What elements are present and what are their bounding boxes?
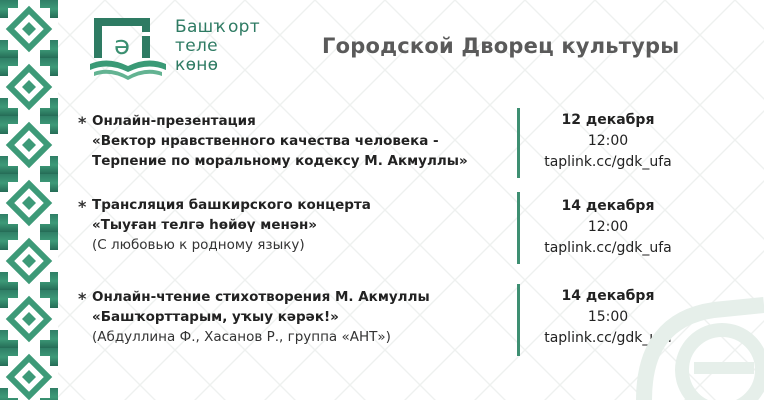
event-link[interactable]: taplink.cc/gdk_ufa	[544, 240, 672, 256]
event-heading: Онлайн-презентация	[92, 113, 256, 129]
brand-line-3: көнө	[175, 55, 219, 75]
event-subtitle-continued: Терпение по моральному кодексу М. Акмуллы»	[92, 153, 468, 169]
logo-icon	[88, 14, 168, 84]
event-time: 12:00	[587, 219, 629, 235]
event-subtitle: «Тыуған телгә һөйөү менән»	[92, 217, 318, 233]
event-heading: Трансляция башкирского концерта	[92, 197, 371, 213]
event-time: 15:00	[587, 309, 629, 325]
event-time: 12:00	[587, 133, 629, 149]
event-link[interactable]: taplink.cc/gdk_ufa	[544, 330, 672, 346]
event-subtitle: «Вектор нравственного качества человека -	[92, 133, 439, 149]
event-note: (С любовью к родному языку)	[92, 237, 305, 253]
brand-line-2: теле	[175, 36, 218, 56]
asterisk-icon: *	[78, 113, 87, 132]
asterisk-icon: *	[78, 289, 87, 308]
page-title: Городской Дворец культуры	[322, 34, 680, 58]
event-heading: Онлайн-чтение стихотворения М. Акмуллы	[92, 289, 430, 305]
divider	[517, 192, 520, 264]
asterisk-icon: *	[78, 197, 87, 216]
event-date: 14 декабря	[561, 198, 655, 214]
event-subtitle: «Башҡорттарым, уҡыу кәрәк!»	[92, 309, 339, 325]
divider	[517, 284, 520, 356]
event-link[interactable]: taplink.cc/gdk_ufa	[544, 154, 672, 170]
divider	[517, 108, 520, 178]
event-note: (Абдуллина Ф., Хасанов Р., группа «АНТ»)	[92, 329, 391, 345]
left-ornament	[0, 0, 58, 400]
brand-line-1: Башҡорт	[175, 17, 260, 37]
event-info	[528, 110, 688, 173]
svg-text:ә: ә	[114, 31, 130, 61]
brand-name	[175, 18, 260, 75]
event-date: 12 декабря	[561, 112, 655, 128]
watermark-icon	[604, 250, 764, 400]
event-date: 14 декабря	[561, 288, 655, 304]
